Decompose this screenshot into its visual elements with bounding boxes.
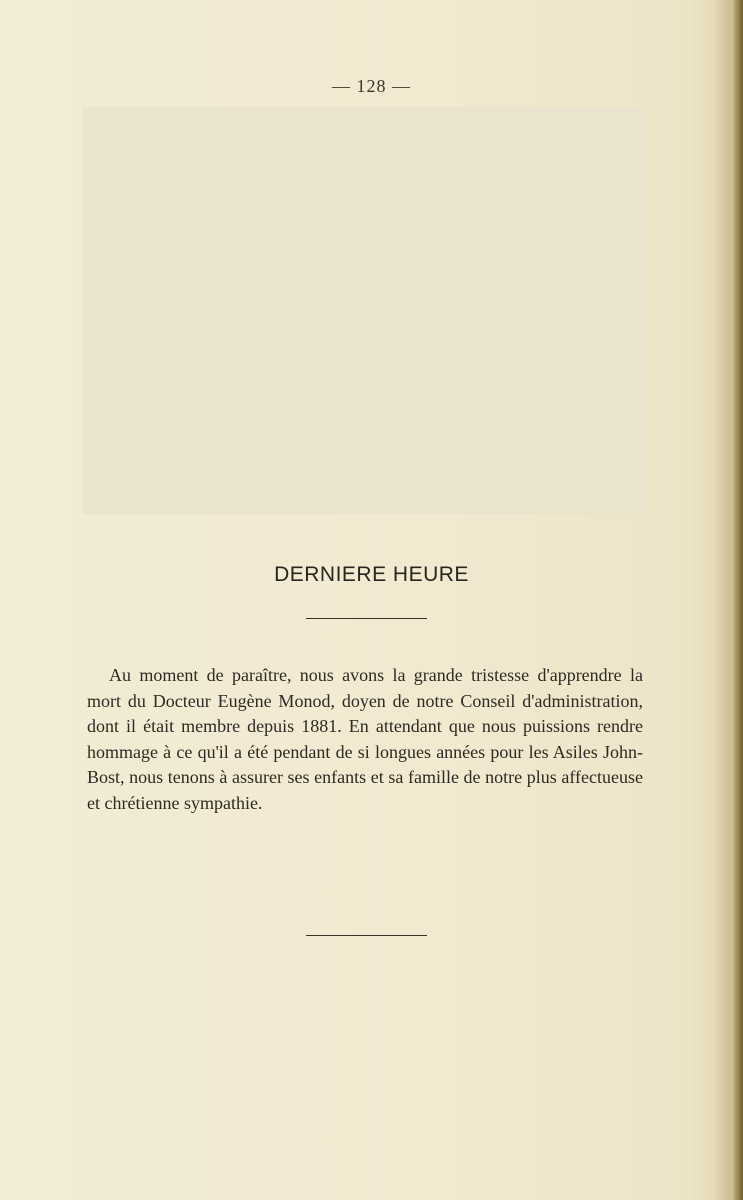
divider-rule-top [306, 618, 427, 619]
page-edge-shadow [731, 0, 743, 1200]
divider-rule-bottom [306, 935, 427, 936]
body-paragraph: Au moment de paraître, nous avons la grande tristesse d'apprendre la mort du Docteur Eugène Monod, doyen de notre Conseil d'administration, dont il était membre depuis 1881. En attendant que nous puissions rendre hommage à ce qu'il a été pendant de si longues années pour les Asiles John-Bost, nous tenons à assurer ses enfants et sa famille de notre plus affectueuse et chrétienne sympathie. [87, 665, 643, 813]
blank-figure-area [83, 107, 646, 514]
page-number: — 128 — [332, 76, 411, 96]
section-heading: DERNIERE HEURE [274, 563, 469, 586]
